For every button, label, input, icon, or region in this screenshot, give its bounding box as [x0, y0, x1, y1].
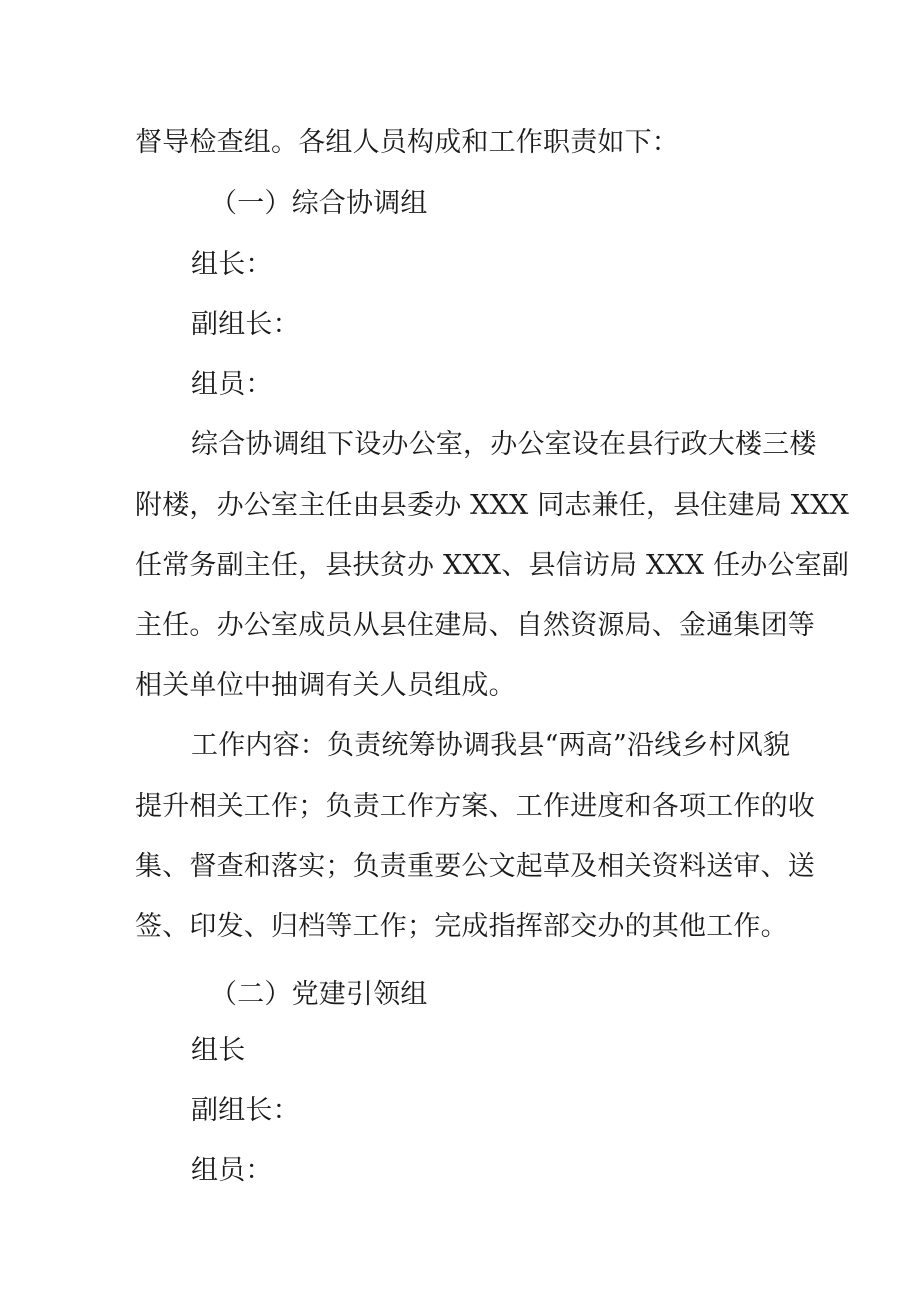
office-paragraph-line-4: 主任。办公室成员从县住建局、自然资源局、金通集团等	[135, 610, 815, 641]
group-leader-label-1: 组长：	[191, 249, 273, 280]
office-paragraph-line-3: 任常务副主任，县扶贫办 XXX、县信访局 XXX 任办公室副	[135, 550, 850, 581]
office-paragraph-line-2: 附楼，办公室主任由县委办 XXX 同志兼任，县住建局 XXX	[135, 490, 850, 521]
deputy-leader-label-1: 副组长：	[191, 309, 300, 340]
duties-paragraph-line-3: 集、督查和落实；负责重要公文起草及相关资料送审、送	[135, 851, 815, 882]
section-heading-2: （二）党建引领组	[210, 979, 428, 1010]
office-paragraph-line-1: 综合协调组下设办公室，办公室设在县行政大楼三楼	[191, 429, 817, 460]
deputy-leader-label-2: 副组长：	[191, 1095, 300, 1126]
member-label-1: 组员：	[191, 369, 273, 400]
duties-paragraph-line-4: 签、印发、归档等工作；完成指挥部交办的其他工作。	[135, 911, 788, 942]
duties-paragraph-line-1: 工作内容：负责统筹协调我县“两高”沿线乡村风貌	[191, 730, 791, 761]
paragraph-line-intro: 督导检查组。各组人员构成和工作职责如下：	[135, 127, 679, 158]
office-paragraph-line-5: 相关单位中抽调有关人员组成。	[135, 670, 516, 701]
duties-paragraph-line-2: 提升相关工作；负责工作方案、工作进度和各项工作的收	[135, 791, 815, 822]
section-heading-1: （一）综合协调组	[210, 188, 428, 219]
member-label-2: 组员：	[191, 1155, 273, 1186]
group-leader-label-2: 组长	[191, 1035, 246, 1066]
